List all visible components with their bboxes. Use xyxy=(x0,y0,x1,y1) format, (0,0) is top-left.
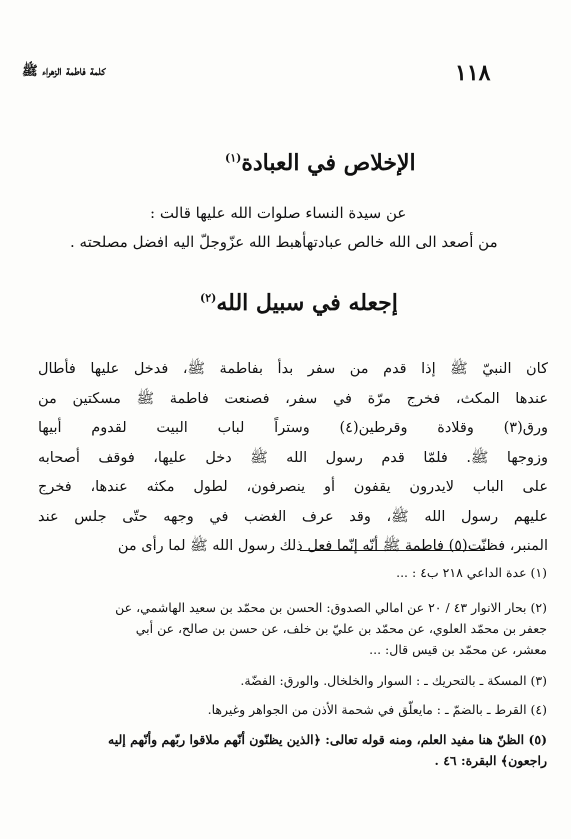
footnote-1 xyxy=(24,562,547,583)
body-line: على الباب لايدرون يقفون أو ينصرفون، لطول مكثه عندها، فخرج xyxy=(38,479,548,495)
footnote-line: (٢) بحار الانوار ٤٣ / ٢٠ عن امالي الصدوق: الحسن بن محمّد بن سعيد الهاشمي، عن xyxy=(115,600,547,615)
intro-line: عن سيدة النساء صلوات الله عليها قالت : xyxy=(150,204,407,222)
footnote-3 xyxy=(24,670,547,691)
footnote-line: (١) عدة الداعي ٢١٨ ب٤ : ... xyxy=(396,565,547,580)
section-title-gods-path xyxy=(200,290,398,316)
footnote-line: (٤) القرط ـ بالضمّ ـ : مايعلّق في شحمة الأذن من الجواهر وغيرها. xyxy=(207,702,547,717)
running-title: كلمة فاطمة الزهراء ﷺ xyxy=(22,64,106,79)
section-title-text: إجعله في سبيل الله xyxy=(216,290,398,316)
footnote-line: (٣) المسكة ـ بالتحريك ـ : السوار والخلخال. والورق: الفضّة. xyxy=(240,673,547,688)
footnote-2 xyxy=(24,597,547,660)
body-line: عليهم رسول الله ﷺ، وقد عرف الغضب في وجهه حتّى جلس عند xyxy=(38,508,548,525)
footnote-ref-1: (١) xyxy=(225,151,242,165)
page-number: ١١٨ xyxy=(455,60,491,86)
footnote-line: معشر، عن محمّد بن قيس قال: ... xyxy=(369,642,547,657)
footnote-ref-2: (٢) xyxy=(200,291,217,305)
body-line: ورق(٣) وقلادة وقرطين(٤) وستراً لباب البيت لقدوم أبيها xyxy=(38,420,548,436)
section-title-text: الإخلاص في العبادة xyxy=(241,150,416,176)
body-line: عندها المكث، فخرج مرّة في سفر، فصنعت فاطمة ﷺ مسكتين من xyxy=(38,390,548,407)
footnote-line: جعفر بن محمّد العلوي، عن محمّد بن عليّ بن خلف، عن حسن بن صالح، عن أبي xyxy=(135,621,547,636)
footnote-5 xyxy=(24,729,547,771)
body-paragraph xyxy=(38,355,548,562)
footnote-line: (٥) الظنّ هنا مفيد العلم، ومنه قوله تعالى: ﴿الذين يظنّون أنّهم ملاقوا ربّهم وأنّهم إليه xyxy=(108,732,547,747)
footnote-line: راجعون﴾ البقرة: ٤٦ . xyxy=(434,753,547,768)
footnote-4 xyxy=(24,699,547,720)
body-line: كان النبيّ ﷺ إذا قدم من سفر بدأ بفاطمة ﷺ، فدخل عليها فأطال xyxy=(38,361,548,377)
body-line: المنبر، فظنّت(٥) فاطمة ﷺ أنّه إنّما فعل ذلك رسول الله ﷺ لما رأى من xyxy=(117,538,548,554)
quote-line: من أصعد الى الله خالص عبادتهأهبط الله عزّوجلّ اليه افضل مصلحته . xyxy=(70,233,498,251)
body-line: وزوجها ﷺ. فلمّا قدم رسول الله ﷺ دخل عليها، فوقف أصحابه xyxy=(38,449,548,466)
section-title-sincerity xyxy=(225,150,416,176)
footnote-separator xyxy=(300,550,485,551)
